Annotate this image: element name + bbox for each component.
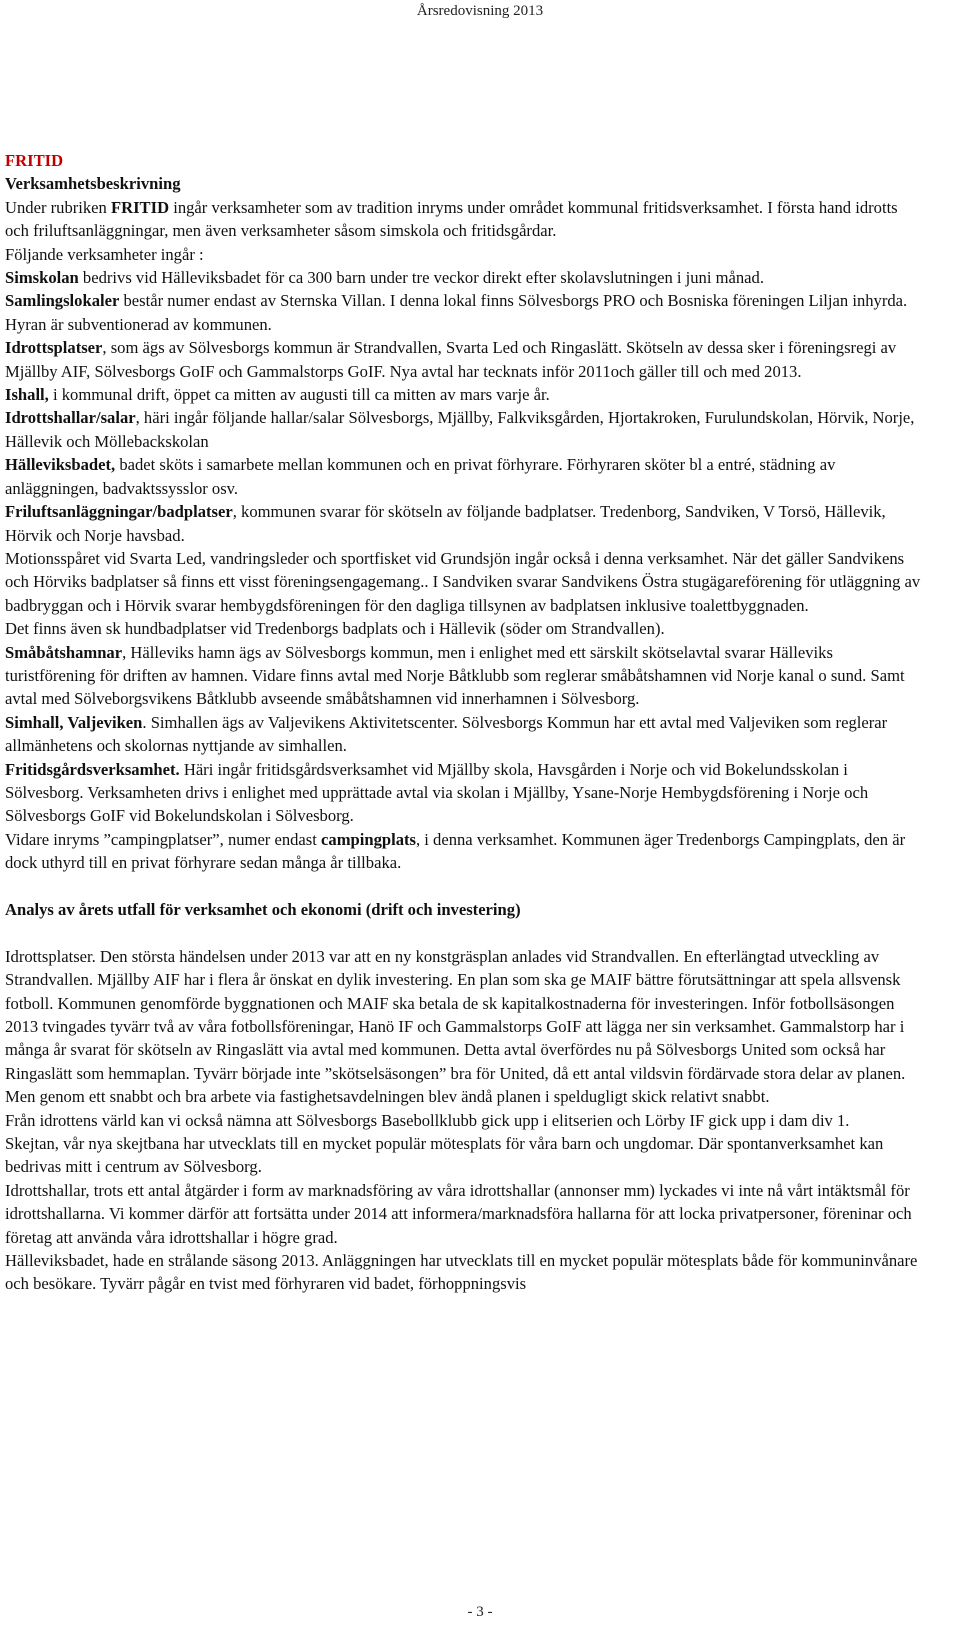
paragraph-analys-idrottshallar [5, 1179, 925, 1249]
paragraph-segment: , som ägs av Sölvesborgs kommun är Strandvallen, Svarta Led och Ringaslätt. Skötseln av dessa sker i föreningsregi av Mjällby AIF, Sölvesborgs GoIF och Gammalstorps GoIF. Nya avtal har tecknats inför 2011och gäller till och med 2013. [5, 338, 897, 381]
paragraph-idrottshallar [5, 406, 925, 453]
paragraph-segment: ingår verksamheter som av tradition inryms under området kommunal fritidsverksamhet. I första hand idrotts och friluftsanläggningar, men även verksamheter såsom simskola och fritidsgårdar. [5, 197, 898, 241]
paragraph-samlingslokaler [5, 289, 925, 336]
paragraph-analys-baseboll [5, 1109, 925, 1132]
paragraph-analys-halleviksbadet [5, 1249, 925, 1296]
paragraph-analys-heading [5, 898, 925, 921]
paragraph-segment: Hälleviksbadet, [5, 455, 116, 475]
page-header: Årsredovisning 2013 [416, 3, 544, 19]
paragraph-segment: Det finns även sk hundbadplatser vid Tredenborgs badplats och i Hällevik (söder om Strandvallen). [5, 619, 665, 639]
paragraph-foljande [5, 243, 925, 266]
paragraph-analys-skejtan [5, 1132, 925, 1179]
paragraph-segment: Vidare inryms ”campingplatser”, numer endast [5, 829, 322, 849]
paragraph-blank2 [5, 921, 925, 944]
paragraph-intro [5, 196, 925, 243]
paragraph-segment: , kommunen svarar för skötseln av följande badplatser. Tredenborg, Sandviken, V Torsö, Hällevik, Hörvik och Norje havsbad. [5, 502, 886, 545]
paragraph-segment: Småbåtshamnar [5, 642, 123, 662]
paragraph-segment: Idrottsplatser. Den största händelsen under 2013 var att en ny konstgräsplan anlades vid Strandvallen. En efterlängtad utveckling av Strandvallen. Mjällby AIF har i flera år önskat en dylik investering. En plan som ska ge MAIF bättre förutsättningar att spela allsvensk fotboll. Kommunen genomförde byggnationen och MAIF ska betala de sk kapitalkostnaderna för investeringen. Inför fotbollsäsongen 2013 tvingades tyvärr två av våra fotbollsföreningar, Hanö IF och Gammalstorps GoIF att lägga ner sin verksamhet. Gammalstorp har i många år svarat för skötseln av Ringaslätt via avtal med kommunen. Detta avtal överfördes nu på Sölvesborgs United som också har Ringaslätt som hemmaplan. Tyvärr började inte ”skötselsäsongen” bra för United, då ett antal vildsvin fördärvade stora delar av planen. Men genom ett snabbt och bra arbete via fastighetsavdelningen blev ändå planen i speldugligt skick relativt snabbt. [5, 946, 906, 1107]
paragraph-segment: Skejtan, vår nya skejtbana har utvecklats till en mycket populär mötesplats för våra barn och ungdomar. Där spontanverksamhet kan bedrivas mitt i centrum av Sölvesborg. [5, 1134, 884, 1177]
paragraph-segment: Friluftsanläggningar/badplatser [5, 502, 233, 522]
paragraph-segment: , i denna verksamhet. Kommunen äger Tredenborgs Campingplats, den är dock uthyrd till en privat förhyrare sedan många år tillbaka. [5, 829, 906, 873]
paragraph-segment: Samlingslokaler [5, 291, 120, 311]
paragraph-segment: Simhall, Valjeviken [5, 712, 143, 732]
paragraph-segment: , häri ingår följande hallar/salar Sölvesborgs, Mjällby, Falkviksgården, Hjortakroken, Furulundskolan, Hörvik, Norje, Hällevik och Möllebackskolan [5, 408, 915, 451]
paragraph-fritidsgardar [5, 758, 925, 828]
paragraph-segment: bedrivs vid Hälleviksbadet för ca 300 barn under tre veckor direkt efter skolavslutningen i juni månad. [78, 268, 764, 288]
paragraph-segment: i kommunal drift, öppet ca mitten av augusti till ca mitten av mars varje år. [48, 385, 550, 405]
paragraph-smabatshamnar [5, 641, 925, 711]
paragraph-camping [5, 828, 925, 875]
paragraph-hundbad [5, 617, 925, 640]
paragraph-segment: . Simhallen ägs av Valjevikens Aktivitetscenter. Sölvesborgs Kommun har ett avtal med Valjeviken som reglerar allmänhetens och skolornas nyttjande av simhallen. [5, 712, 888, 756]
paragraph-list [5, 196, 925, 1296]
page-number: - 3 - [467, 1604, 493, 1620]
paragraph-segment: Under rubriken [5, 197, 111, 217]
paragraph-segment: , Hälleviks hamn ägs av Sölvesborgs kommun, men i enlighet med ett särskilt skötselavtal svarar Hälleviks turistförening för driften av hamnen. Vidare finns avtal med Norje Båtklubb som reglerar småbåtshamnen vid Norje kanal o sund. Samt avtal med Sölveborgsvikens Båtklubb avseende småbåtshamnen vid innerhamnen i Sölvesborg. [5, 642, 905, 709]
paragraph-segment: Idrottshallar/salar [5, 408, 136, 428]
paragraph-segment: Häri ingår fritidsgårdsverksamhet vid Mjällby skola, Havsgården i Norje och vid Bokelundsskolan i Sölvesborg. Verksamheten drivs i enlighet med upprättade avtal via skolan i Mjällby, Ysane-Norje Hembygdsförening i Norje och Sölvesborgs GoIF vid Bokelundskolan i Sölvesborg. [5, 759, 869, 826]
paragraph-blank1 [5, 875, 925, 898]
paragraph-segment: Simskolan [5, 268, 79, 288]
paragraph-idrottsplatser [5, 336, 925, 383]
paragraph-segment: Analys av årets utfall för verksamhet och ekonomi (drift och investering) [5, 899, 521, 919]
section-title: FRITID [5, 151, 64, 170]
paragraph-simskolan [5, 266, 925, 289]
paragraph-segment: Fritidsgårdsverksamhet. [5, 759, 180, 779]
paragraph-segment: badet sköts i samarbete mellan kommunen och en privat förhyrare. Förhyraren sköter bl a entré, städning av anläggningen, badvaktssysslor osv. [5, 455, 836, 498]
section-subtitle: Verksamhetsbeskrivning [5, 174, 181, 194]
paragraph-segment: består numer endast av Sternska Villan. I denna lokal finns Sölvesborgs PRO och Bosniska föreningen Liljan inhyrda. Hyran är subventionerad av kommunen. [5, 291, 908, 334]
paragraph-simhall [5, 711, 925, 758]
paragraph-ishall [5, 383, 925, 406]
paragraph-segment: Hälleviksbadet, hade en strålande säsong 2013. Anläggningen har utvecklats till en mycket populär mötesplats både för kommuninvånare och besökare. Tyvärr pågår en tvist med förhyraren vid badet, förhoppningsvis [5, 1251, 918, 1294]
paragraph-analys-idrottsplatser [5, 945, 925, 1109]
paragraph-segment: Ishall, [5, 385, 49, 405]
paragraph-segment: Motionsspåret vid Svarta Led, vandringsleder och sportfisket vid Grundsjön ingår också i denna verksamhet. När det gäller Sandvikens och Hörviks badplatser så finns ett visst föreningsengagemang.. I Sandviken svarar Sandvikens Östra stugägareförening för utläggning av badbryggan och i Hörvik svarar hembygdsföreningen för den dagliga tillsynen av badplatsen inklusive toalettbyggnaden. [5, 548, 921, 615]
paragraph-segment: FRITID [110, 197, 170, 217]
paragraph-segment: Idrottshallar, trots ett antal åtgärder i form av marknadsföring av våra idrottshallar (annonser mm) lyckades vi inte nå vårt intäktsmål för idrottshallarna. Vi kommer därför att fortsätta under 2014 att informera/marknadsföra hallarna för att locka privatpersoner, föreninar och företag att använda våra idrottshallar i högre grad. [5, 1180, 912, 1247]
paragraph-segment: Följande verksamheter ingår : [5, 244, 204, 264]
paragraph-segment: campingplats [321, 829, 416, 849]
paragraph-motionsparet [5, 547, 925, 617]
paragraph-segment: Från idrottens värld kan vi också nämna att Sölvesborgs Basebollklubb gick upp i elitserien och Lörby IF gick upp i dam div 1. [5, 1110, 850, 1130]
paragraph-friluftsanlaggningar [5, 500, 925, 547]
paragraph-halleviksbadet [5, 453, 925, 500]
paragraph-segment: Idrottsplatser [5, 338, 103, 358]
document-body [5, 149, 925, 1296]
